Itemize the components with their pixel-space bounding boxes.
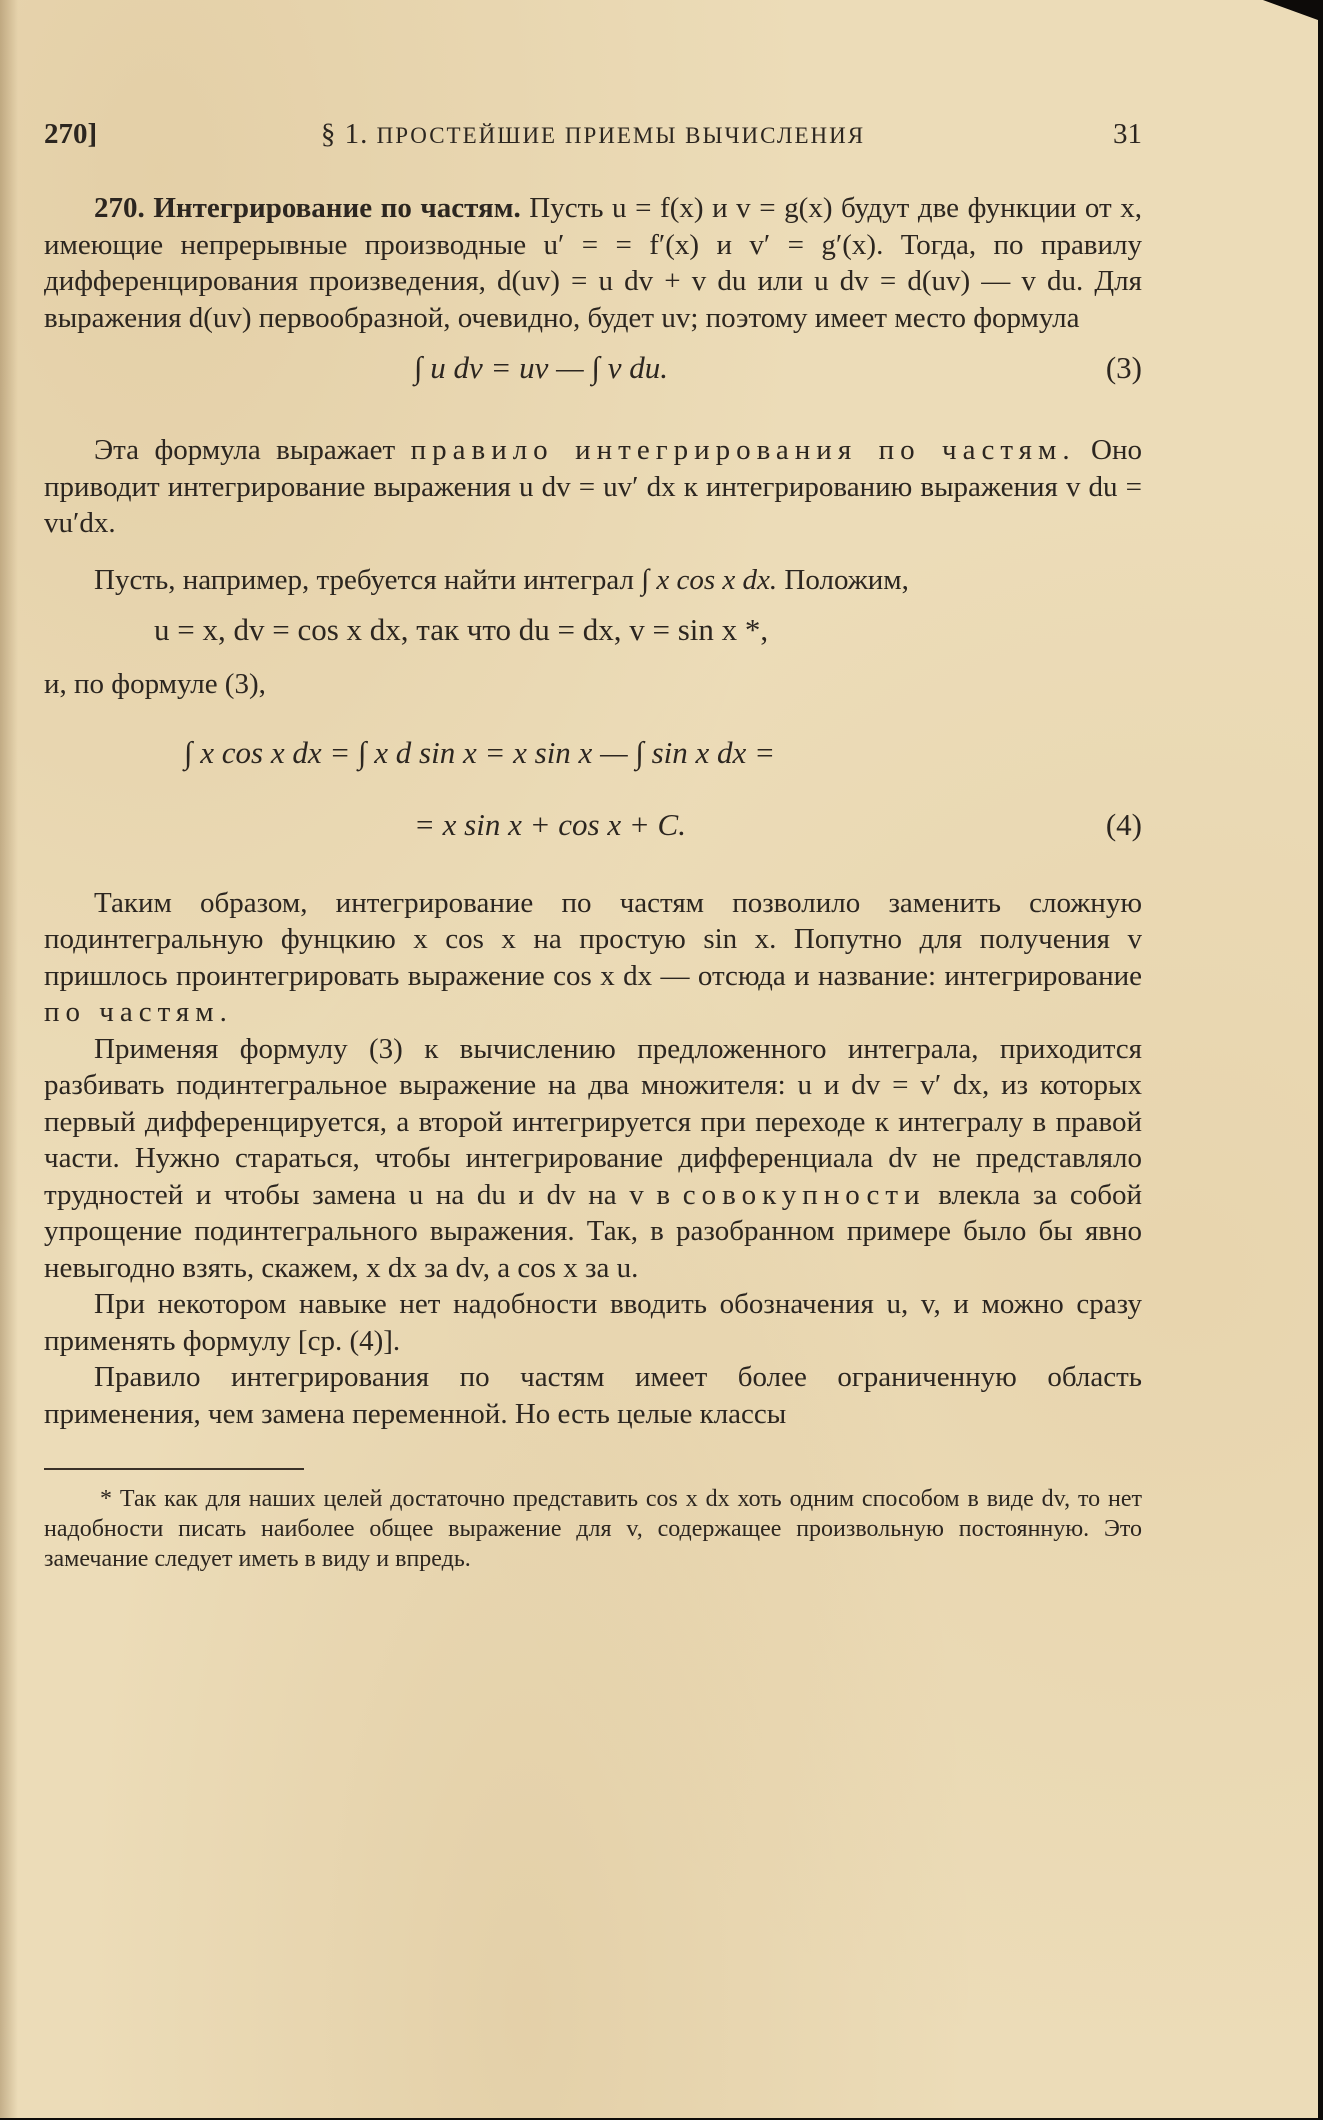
substitution-line (44, 598, 1142, 660)
paragraph-1 (44, 190, 1142, 336)
equation-4-line-1 (44, 721, 1142, 793)
paragraph-5 (44, 885, 1142, 1031)
paragraph-3-text: Пусть, например, требуется найти интеграл (94, 563, 634, 596)
equation-4-number: (4) (1105, 806, 1142, 842)
paragraph-5-text: Таким образом, интегрирование по частям позволило заменить сложную подинтегральную фунцкию x cos x на простую sin x. Попутно для получения v пришлось проинтегрировать выражение cos x dx — отсюда и название: интегрирование (44, 886, 1142, 992)
paragraph-2-text-end: Оно приводит интегрирование выражения u dv = uv′ dx к интегрированию выражения v du = vu′dx. (44, 434, 1143, 539)
example-integral: ∫ x cos x dx. (641, 563, 778, 596)
header-section-sign: § 1. (320, 118, 369, 150)
paragraph-1-text: Пусть u = f(x) и v = g(x) будут две функции от x, имеющие непрерывные производные u′ = = f′(x) и v′ = g′(x). Тогда, по правилу дифференцирования произведения, d(uv) = u dv + v du или u dv = d(uv) — v du. Для выражения d(uv) первообразной, очевидно, будет uv; поэтому имеет место формула (44, 192, 1142, 334)
paragraph-2-text-start: Эта формула выражает (94, 434, 396, 466)
running-header (44, 118, 1142, 158)
equation-3-formula: ∫ u dv = uv — ∫ v du. (414, 350, 668, 385)
footnote: * Так как для наших целей достаточно представить cos x dx хоть одним способом в виде dv, то нет надобности писать наиболее общее выражение для v, содержащее произвольную постоянную. Это замечание следует иметь в виду и впредь. (44, 1486, 1142, 1572)
equation-4-formula-part-1: ∫ x cos x dx = ∫ x d sin x = x sin x — ∫ sin x dx = (184, 734, 775, 770)
header-title: ПРОСТЕЙШИЕ ПРИЕМЫ ВЫЧИСЛЕНИЯ (376, 123, 866, 148)
paragraph-3-continuation: Положим, (784, 563, 909, 596)
header-section-ref: 270] (44, 118, 98, 150)
paragraph-6-text-start: Применяя формулу (3) к вычислению предложенного интеграла, приходится разбивать подинтегральное выражение на два множителя: u и dv = v′ dx, из которых первый дифференцируется, а второй интегрируется при переходе к интегралу в правой части. Нужно стараться, чтобы интегрирование дифференциала dv не представляло трудностей и чтобы замена u на du и dv на v в (44, 1032, 1142, 1211)
paragraph-2 (44, 432, 1142, 542)
paragraph-4: и, по формуле (3), (44, 668, 266, 700)
page-spine-shadow (0, 0, 18, 2118)
totality-spaced: совокупности (682, 1178, 926, 1211)
page-number: 31 (1113, 118, 1142, 150)
paragraph-7: При некотором навыке нет надобности вводить обозначения u, v, и можно сразу применять формулу [ср. (4)]. (44, 1288, 1142, 1357)
substitution-formula: u = x, dv = cos x dx, так что du = dx, v = sin x *, (154, 612, 769, 647)
rule-name-spaced: правило интегрирования по частям. (410, 434, 1076, 466)
equation-4-line-2 (44, 793, 1142, 865)
equation-4-formula-part-2: = x sin x + cos x + C. (414, 806, 686, 842)
page-body (44, 190, 1142, 1574)
by-parts-spaced: по частям. (44, 996, 233, 1028)
section-heading: Интегрирование по частям. (153, 192, 521, 224)
equation-3-number: (3) (1105, 350, 1142, 385)
paragraph-6-text-end: влекла за собой упрощение подинтегрального выражения. Так, в разобранном примере было бы явно невыгодно взять, скажем, x dx за dv, а cos x за u. (44, 1178, 1143, 1284)
paragraph-8: Правило интегрирования по частям имеет более ограниченную область применения, чем замена переменной. Но есть целые классы (44, 1361, 1142, 1430)
header-title-block (44, 118, 1142, 151)
page-corner (1248, 0, 1318, 24)
footnote-rule (44, 1468, 304, 1470)
section-number: 270. (94, 192, 145, 224)
equation-3 (44, 336, 1142, 408)
paragraph-6 (44, 1031, 1142, 1287)
paragraph-3 (44, 562, 1142, 599)
